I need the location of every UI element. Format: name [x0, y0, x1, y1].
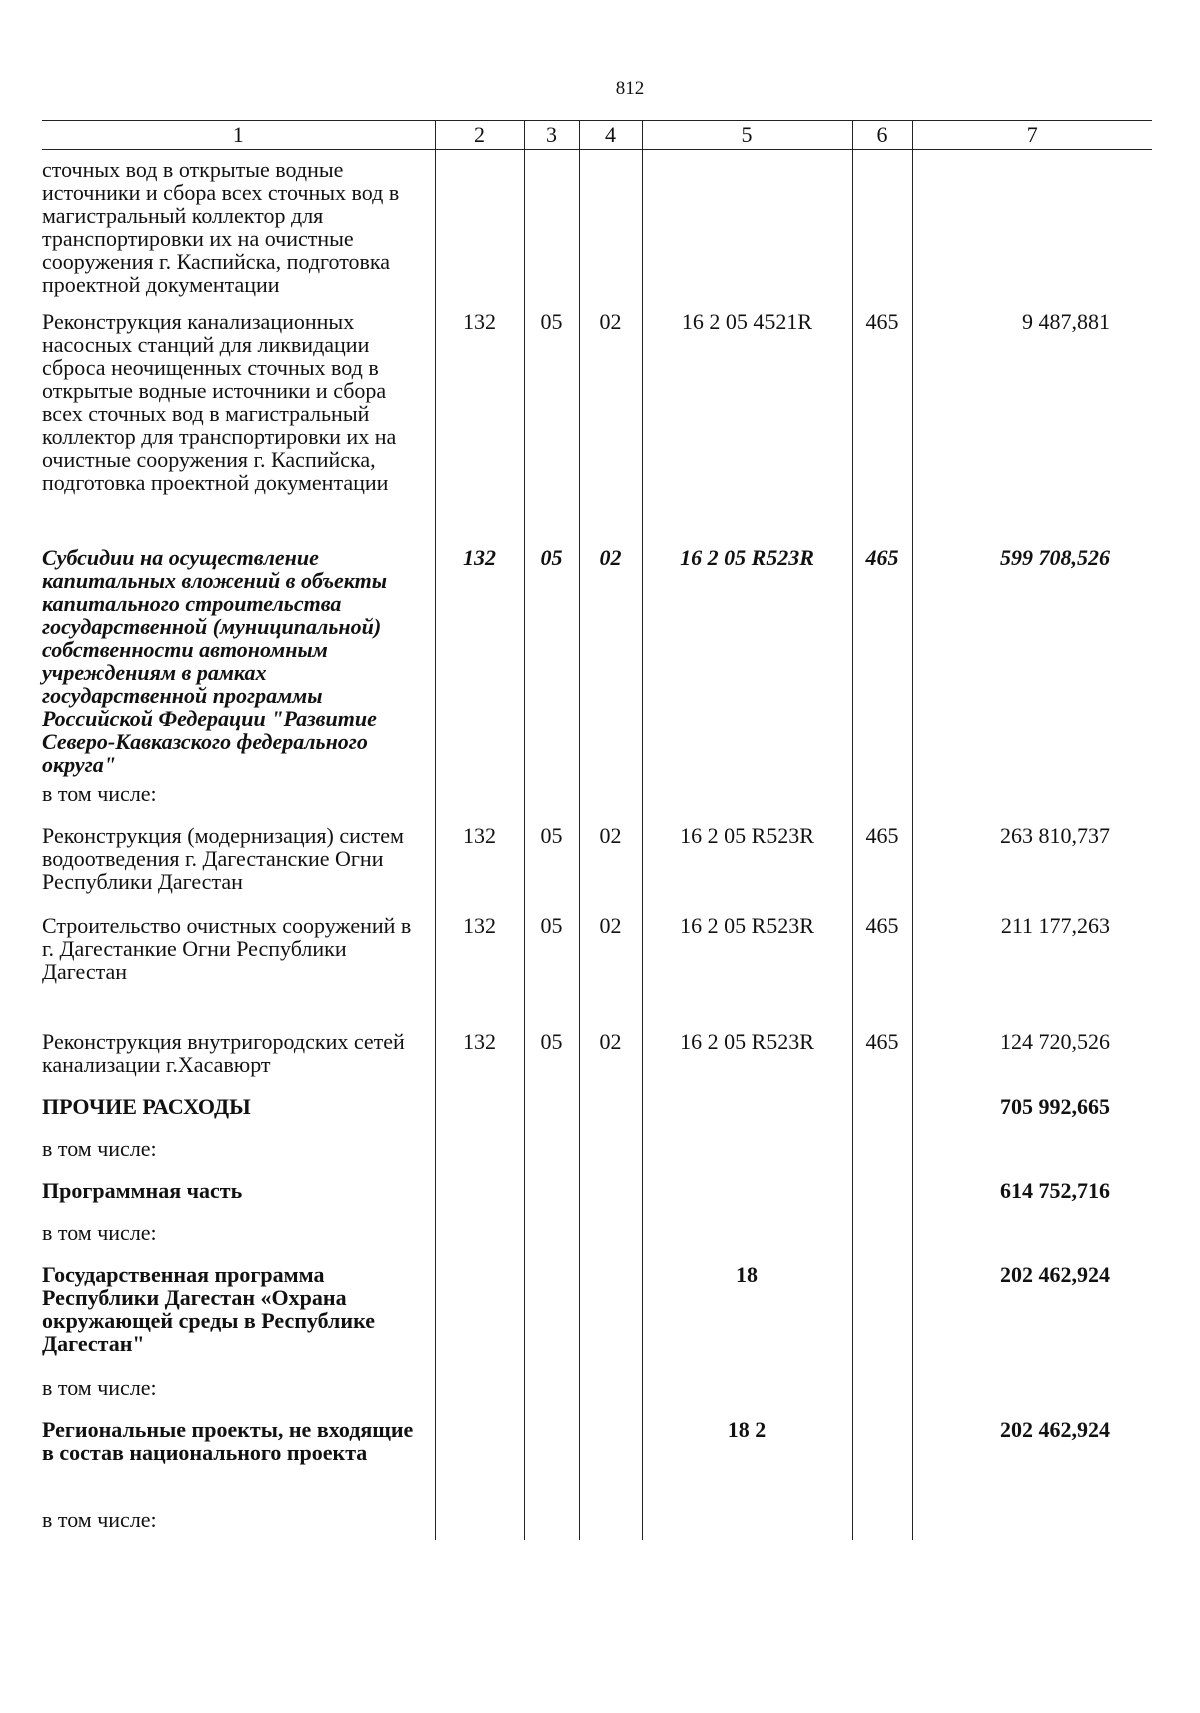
row-col-5: 16 2 05 R523R	[642, 914, 852, 1030]
row-col-3	[524, 1418, 579, 1508]
row-col-5: 16 2 05 R523R	[642, 1030, 852, 1095]
row-col-4	[579, 1179, 642, 1221]
row-description: Реконструкция внутригородских сетей канализации г.Хасавюрт	[42, 1028, 405, 1077]
row-col-7	[912, 1508, 1152, 1540]
table-row	[42, 1030, 1152, 1095]
table-row	[42, 310, 1152, 546]
row-col-5	[642, 1508, 852, 1540]
table-row	[42, 1376, 1152, 1418]
row-col-7: 263 810,737	[912, 824, 1152, 914]
page-number: 812	[615, 78, 645, 99]
row-col-4	[579, 1418, 642, 1508]
row-col-5	[642, 1221, 852, 1263]
row-col-7	[912, 1137, 1152, 1179]
row-col-6	[852, 150, 912, 310]
row-col-4: 02	[579, 310, 642, 546]
row-col-4	[579, 1263, 642, 1376]
row-col-5	[642, 1179, 852, 1221]
row-col-4	[579, 782, 642, 824]
row-col-4	[579, 1137, 642, 1179]
row-col-7: 124 720,526	[912, 1030, 1152, 1095]
row-col-3	[524, 1376, 579, 1418]
row-col-4	[579, 1376, 642, 1418]
row-description: в том числе:	[42, 1374, 157, 1400]
row-col-6	[852, 1376, 912, 1418]
row-description: в том числе:	[42, 1135, 157, 1161]
table-row	[42, 546, 1152, 782]
row-col-4	[579, 1508, 642, 1540]
row-description: Реконструкция канализационных насосных станций для ликвидации сброса неочищенных сточных вод в открытые водные источники и сбора всех сточных вод в магистральный коллектор для транспортировки их на очистные сооружения г. Каспийска, подготовка проектной документации	[42, 308, 397, 495]
table-row	[42, 824, 1152, 914]
table-row	[42, 914, 1152, 1030]
row-col-7: 211 177,263	[912, 914, 1152, 1030]
row-description: Государственная программа Республики Дагестан «Охрана окружающей среды в Республике Дагестан"	[42, 1261, 375, 1356]
row-description: Реконструкция (модернизация) систем водоотведения г. Дагестанские Огни Республики Дагестан	[42, 822, 404, 894]
table-row	[42, 782, 1152, 824]
row-col-7	[912, 150, 1152, 310]
row-col-3	[524, 1179, 579, 1221]
row-col-5: 18 2	[642, 1418, 852, 1508]
row-col-6: 465	[852, 1030, 912, 1095]
row-col-5: 16 2 05 4521R	[642, 310, 852, 546]
row-col-6: 465	[852, 914, 912, 1030]
row-col-6	[852, 1508, 912, 1540]
table-row	[42, 1221, 1152, 1263]
row-col-7	[912, 782, 1152, 824]
header-col-3: 3	[524, 121, 579, 150]
row-col-5: 16 2 05 R523R	[642, 546, 852, 782]
row-col-2: 132	[435, 546, 524, 782]
row-col-5	[642, 1376, 852, 1418]
header-col-4: 4	[579, 121, 642, 150]
row-col-2	[435, 1221, 524, 1263]
row-col-4	[579, 150, 642, 310]
row-col-4: 02	[579, 546, 642, 782]
row-col-2: 132	[435, 1030, 524, 1095]
row-col-7: 202 462,924	[912, 1263, 1152, 1376]
row-col-6	[852, 782, 912, 824]
row-col-2	[435, 1376, 524, 1418]
row-col-6	[852, 1418, 912, 1508]
row-col-5	[642, 1095, 852, 1137]
row-col-7: 202 462,924	[912, 1418, 1152, 1508]
row-col-3	[524, 1137, 579, 1179]
table-row	[42, 1263, 1152, 1376]
row-col-5: 16 2 05 R523R	[642, 824, 852, 914]
row-col-6	[852, 1221, 912, 1263]
row-col-3: 05	[524, 1030, 579, 1095]
table-row	[42, 1137, 1152, 1179]
row-col-2	[435, 1095, 524, 1137]
budget-table	[42, 120, 1152, 1540]
row-col-7: 705 992,665	[912, 1095, 1152, 1137]
row-col-7: 599 708,526	[912, 546, 1152, 782]
row-col-3: 05	[524, 546, 579, 782]
row-col-5	[642, 1137, 852, 1179]
row-col-3	[524, 1263, 579, 1376]
row-col-2	[435, 782, 524, 824]
header-col-6: 6	[852, 121, 912, 150]
row-col-6: 465	[852, 310, 912, 546]
row-col-3: 05	[524, 310, 579, 546]
row-col-5	[642, 782, 852, 824]
table-row	[42, 1418, 1152, 1508]
row-col-6	[852, 1095, 912, 1137]
row-col-2: 132	[435, 914, 524, 1030]
header-col-1: 1	[42, 121, 435, 150]
row-description: Субсидии на осуществление капитальных вложений в объекты капитального строительства государственной (муниципальной) собственности автономным учреждениям в рамках государственной программы Российской Федерации "Развитие Северо-Кавказского федерального округа"	[42, 544, 388, 777]
header-col-2: 2	[435, 121, 524, 150]
row-description: Региональные проекты, не входящие в состав национального проекта	[42, 1416, 414, 1465]
row-col-3	[524, 1508, 579, 1540]
table-row	[42, 1179, 1152, 1221]
row-col-6	[852, 1179, 912, 1221]
row-description: сточных вод в открытые водные источники и сбора всех сточных вод в магистральный коллектор для транспортировки их на очистные сооружения г. Каспийска, подготовка проектной документации	[42, 157, 400, 297]
row-col-2	[435, 1137, 524, 1179]
row-col-3	[524, 150, 579, 310]
row-col-2: 132	[435, 310, 524, 546]
row-description: Строительство очистных сооружений в г. Дагестанкие Огни Республики Дагестан	[42, 912, 412, 984]
row-col-5: 18	[642, 1263, 852, 1376]
row-col-4	[579, 1221, 642, 1263]
row-col-3	[524, 1221, 579, 1263]
row-col-3: 05	[524, 914, 579, 1030]
row-col-7: 614 752,716	[912, 1179, 1152, 1221]
row-col-6	[852, 1263, 912, 1376]
row-col-4: 02	[579, 914, 642, 1030]
row-col-2	[435, 1418, 524, 1508]
row-col-2	[435, 1179, 524, 1221]
row-col-4	[579, 1095, 642, 1137]
header-col-7: 7	[912, 121, 1152, 150]
row-col-5	[642, 150, 852, 310]
row-col-3	[524, 1095, 579, 1137]
table-row	[42, 150, 1152, 310]
row-col-3: 05	[524, 824, 579, 914]
row-col-2	[435, 150, 524, 310]
row-description: Программная часть	[42, 1177, 243, 1203]
row-description: в том числе:	[42, 1506, 157, 1532]
table-row	[42, 1508, 1152, 1540]
row-col-6	[852, 1137, 912, 1179]
row-col-7	[912, 1221, 1152, 1263]
row-description: в том числе:	[42, 780, 157, 806]
row-description: в том числе:	[42, 1219, 157, 1245]
row-col-4: 02	[579, 1030, 642, 1095]
header-col-5: 5	[642, 121, 852, 150]
row-col-4: 02	[579, 824, 642, 914]
row-col-2	[435, 1508, 524, 1540]
row-col-2: 132	[435, 824, 524, 914]
row-description: ПРОЧИЕ РАСХОДЫ	[42, 1093, 251, 1119]
row-col-7	[912, 1376, 1152, 1418]
header-row	[42, 121, 1152, 150]
table-row	[42, 1095, 1152, 1137]
row-col-6: 465	[852, 546, 912, 782]
row-col-2	[435, 1263, 524, 1376]
row-col-3	[524, 782, 579, 824]
row-col-6: 465	[852, 824, 912, 914]
row-col-7: 9 487,881	[912, 310, 1152, 546]
